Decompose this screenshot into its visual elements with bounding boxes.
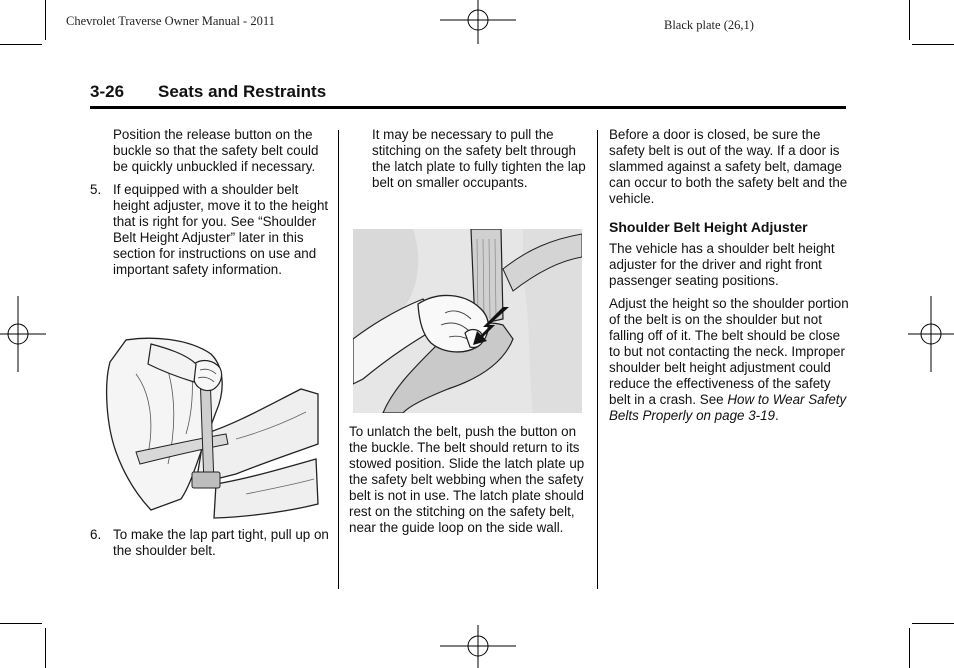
running-header-right: Black plate (26,1) bbox=[664, 18, 754, 32]
crop-mark bbox=[45, 0, 46, 40]
crop-mark bbox=[912, 44, 954, 45]
registration-mark-top bbox=[440, 0, 516, 44]
paragraph: The vehicle has a shoulder belt height adjuster for the driver and right front passenger seating positions. bbox=[609, 241, 835, 288]
list-number: 6. bbox=[90, 527, 102, 542]
crop-mark bbox=[0, 623, 42, 624]
paragraph: Position the release button on the buckle so that the safety belt could be quickly unbuckled if necessary. bbox=[113, 127, 319, 174]
list-item bbox=[90, 182, 330, 278]
column-2-bottom bbox=[349, 424, 591, 543]
figure-buckle-release bbox=[353, 229, 582, 413]
crop-mark bbox=[909, 628, 910, 668]
paragraph: It may be necessary to pull the stitching on the safety belt through the latch plate to fully tighten the lap belt on smaller occupants. bbox=[372, 127, 586, 190]
registration-mark-bottom bbox=[440, 625, 516, 668]
list-text: To make the lap part tight, pull up on the shoulder belt. bbox=[113, 527, 329, 558]
figure-person-pulling-shoulder-belt bbox=[96, 334, 321, 520]
list-item bbox=[90, 527, 330, 559]
column-1-bottom bbox=[90, 527, 330, 566]
column-divider bbox=[338, 130, 339, 589]
running-header-left: Chevrolet Traverse Owner Manual - 2011 bbox=[66, 14, 275, 28]
column-2 bbox=[349, 127, 589, 198]
paragraph bbox=[609, 296, 849, 424]
crop-mark bbox=[909, 0, 910, 40]
page-number: 3-26 bbox=[90, 82, 125, 101]
column-3 bbox=[609, 127, 849, 431]
crop-mark bbox=[0, 44, 42, 45]
section-title-bar bbox=[90, 80, 846, 109]
column-1 bbox=[90, 127, 330, 285]
subsection-heading: Shoulder Belt Height Adjuster bbox=[609, 219, 808, 235]
cross-reference-link[interactable]: How to Wear Safety Belts Properly on page 3-19 bbox=[609, 392, 847, 423]
column-divider bbox=[597, 130, 598, 589]
paragraph-end: . bbox=[775, 408, 779, 423]
crop-mark bbox=[912, 623, 954, 624]
paragraph: Before a door is closed, be sure the safety belt is out of the way. If a door is slammed against a safety belt, damage can occur to both the safety belt and the vehicle. bbox=[609, 127, 848, 206]
registration-mark-right bbox=[908, 296, 954, 372]
crop-mark bbox=[45, 628, 46, 668]
paragraph-text: Adjust the height so the shoulder portion of the belt is on the shoulder but not falling off of it. The belt should be close to but not contacting the neck. Improper shoulder belt height adjustment could reduce the effectiveness of the safety belt in a crash. See bbox=[609, 296, 849, 407]
registration-mark-left bbox=[0, 296, 46, 372]
list-number: 5. bbox=[90, 182, 102, 197]
section-title: Seats and Restraints bbox=[158, 82, 327, 101]
list-text: If equipped with a shoulder belt height adjuster, move it to the height that is right for you. See “Shoulder Belt Height Adjuster” later in this section for instructions on use and important safety information. bbox=[113, 182, 329, 277]
paragraph: To unlatch the belt, push the button on the buckle. The belt should return to its stowed position. Slide the latch plate up the safety belt webbing when the safety belt is not in use. The latch plate should rest on the stitching on the safety belt, near the guide loop on the side wall. bbox=[349, 424, 585, 535]
